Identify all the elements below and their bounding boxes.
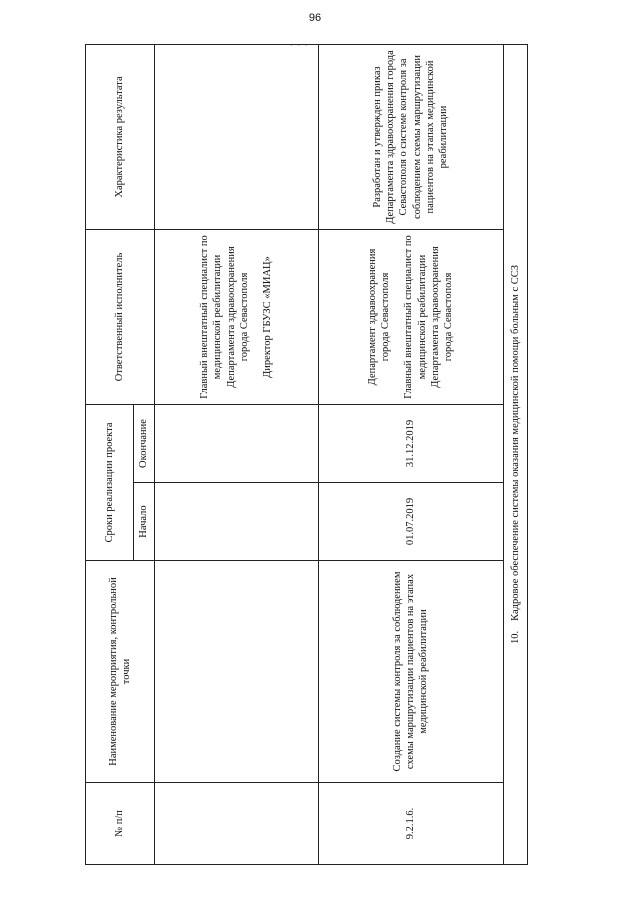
cell-result xyxy=(154,44,318,229)
header-name: Наименование мероприятия, контрольной точки xyxy=(86,561,155,783)
cell-num: 9.2.1.6. xyxy=(318,783,503,865)
header-result: Характеристика результата xyxy=(86,44,155,229)
cell-start xyxy=(154,483,318,561)
responsible-line: Директор ГБУЗС «МИАЦ» xyxy=(261,256,273,378)
section-cell xyxy=(503,44,527,864)
header-row-1 xyxy=(86,44,134,864)
rotated-table-container xyxy=(85,45,528,865)
table-row xyxy=(154,44,318,864)
responsible-line: Главный внештатный специалист по медицинской реабилитации Департамента здравоохранения города Севастополя xyxy=(403,235,454,399)
header-end: Окончание xyxy=(133,404,154,482)
cell-responsible xyxy=(154,229,318,404)
header-dates: Сроки реализации проекта xyxy=(86,404,134,560)
cell-name xyxy=(154,561,318,783)
section-number: 10. xyxy=(509,630,521,644)
table-row xyxy=(318,44,503,864)
header-responsible: Ответственный исполнитель xyxy=(86,229,155,404)
responsible-line: Главный внештатный специалист по медицинской реабилитации Департамента здравоохранения города Севастополя xyxy=(199,235,250,399)
cell-start: 01.07.2019 xyxy=(318,483,503,561)
header-num: № п/п xyxy=(86,783,155,865)
section-title: Кадровое обеспечение системы оказания медицинской помощи больным с ССЗ xyxy=(509,264,521,621)
header-start: Начало xyxy=(133,483,154,561)
responsible-line: Департамент здравоохранения города Севастополя xyxy=(367,248,392,386)
cell-end xyxy=(154,404,318,482)
page-number: 96 xyxy=(308,12,322,24)
cell-name: Создание системы контроля за соблюдением схемы маршрутизации пациентов на этапах медицинской реабилитации xyxy=(318,561,503,783)
cell-end: 31.12.2019 xyxy=(318,404,503,482)
page-marks: · · · xyxy=(290,40,309,50)
cell-responsible xyxy=(318,229,503,404)
project-table xyxy=(85,44,528,865)
cell-num xyxy=(154,783,318,865)
section-row xyxy=(503,44,527,864)
cell-result: Разработан и утвержден приказ Департамента здравоохранения города Севастополя о системе контроля за соблюдением схемы маршрутизации пациентов на этапах медицинской реабилитации xyxy=(318,44,503,229)
rotated-table-wrapper xyxy=(85,45,528,865)
